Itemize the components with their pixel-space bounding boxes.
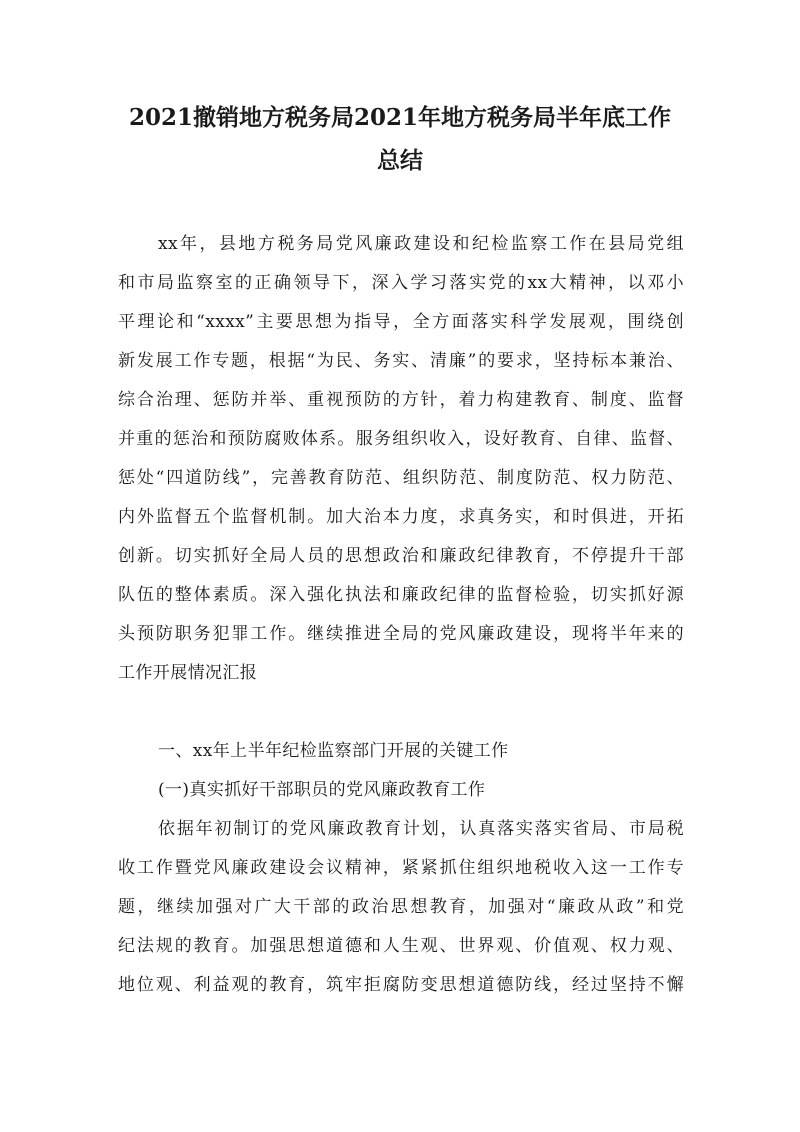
paragraph-1-line: 平理论和“xxxx”主要思想为指导，全方面落实科学发展观，围绕创 [118,312,684,332]
paragraph-1-line: 并重的惩治和预防腐败体系。服务组织收入，设好教育、自律、监督、 [118,429,684,449]
paragraph-1-line: 头预防职务犯罪工作。继续推进全局的党风廉政建设，现将半年来的 [118,624,684,644]
paragraph-1-line: 综合治理、惩防并举、重视预防的方针，着力构建教育、制度、监督 [118,390,684,410]
paragraph-1-line: 内外监督五个监督机制。加大治本力度，求真务实，和时俱进，开拓 [118,507,684,527]
paragraph-2-line: 纪法规的教育。加强思想道德和人生观、世界观、价值观、权力观、 [118,936,684,956]
paragraph-1-line: 工作开展情况汇报 [118,663,258,683]
paragraph-1-line: 创新。切实抓好全局人员的思想政治和廉政纪律教育，不停提升干部 [118,546,684,566]
paragraph-2-line: 地位观、利益观的教育，筑牢拒腐防变思想道德防线，经过坚持不懈 [118,975,684,995]
paragraph-1-line: xx年，县地方税务局党风廉政建设和纪检监察工作在县局党组 [158,234,684,254]
paragraph-1-line: 惩处“四道防线”，完善教育防范、组织防范、制度防范、权力防范、 [118,468,684,488]
subsection-heading: (一)真实抓好干部职员的党风廉政教育工作 [158,780,486,800]
paragraph-2-line: 收工作暨党风廉政建设会议精神，紧紧抓住组织地税收入这一工作专 [118,858,684,878]
document-title-line-2: 总结 [377,147,423,174]
paragraph-2-line: 依据年初制订的党风廉政教育计划，认真落实落实省局、市局税 [158,819,684,839]
document-title-line-1: 2021撤销地方税务局2021年地方税务局半年底工作 [128,104,672,131]
section-heading: 一、xx年上半年纪检监察部门开展的关键工作 [158,741,509,761]
paragraph-1-line: 和市局监察室的正确领导下，深入学习落实党的xx大精神，以邓小 [118,273,684,293]
paragraph-2-line: 题，继续加强对广大干部的政治思想教育，加强对“廉政从政”和党 [118,897,684,917]
paragraph-1-line: 新发展工作专题，根据“为民、务实、清廉”的要求，坚持标本兼治、 [118,351,684,371]
paragraph-1-line: 队伍的整体素质。深入强化执法和廉政纪律的监督检验，切实抓好源 [118,585,684,605]
